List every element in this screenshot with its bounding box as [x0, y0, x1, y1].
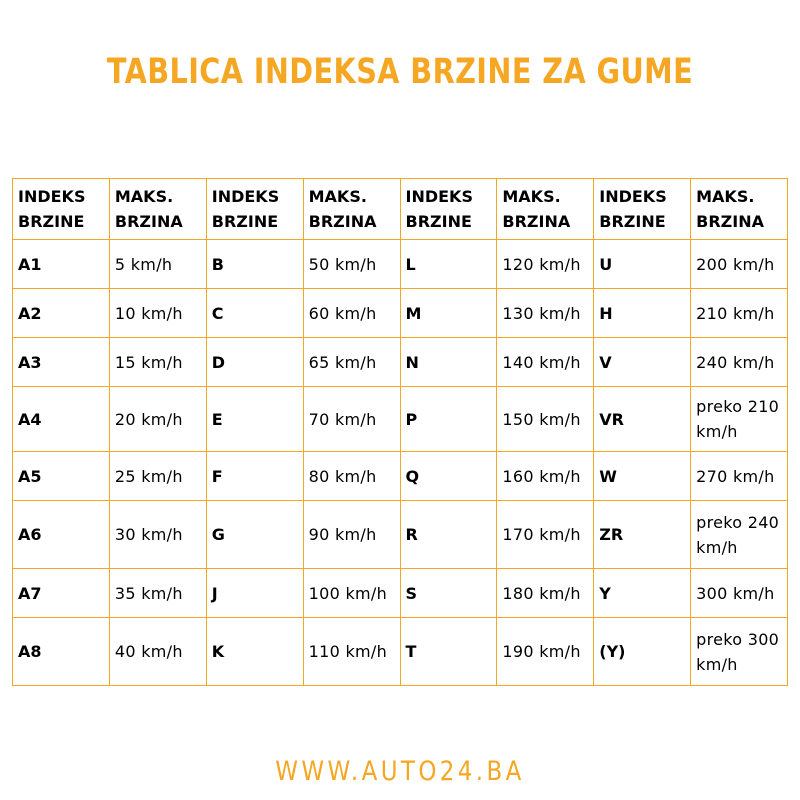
speed-index-cell: P [400, 387, 497, 452]
max-speed-cell: 120 km/h [497, 240, 594, 289]
max-speed-cell: 25 km/h [109, 452, 206, 501]
speed-index-cell: A8 [13, 618, 110, 686]
speed-index-cell: D [206, 338, 303, 387]
max-speed-cell: 70 km/h [303, 387, 400, 452]
max-speed-cell: 270 km/h [691, 452, 788, 501]
max-speed-cell: 35 km/h [109, 569, 206, 618]
speed-index-cell: N [400, 338, 497, 387]
table-row [13, 452, 788, 501]
max-speed-cell: 90 km/h [303, 501, 400, 569]
speed-index-cell: A4 [13, 387, 110, 452]
website-url: WWW.AUTO24.BA [275, 756, 525, 787]
header-max-speed: MAKS. BRZINA [691, 179, 788, 240]
speed-index-cell: R [400, 501, 497, 569]
speed-index-cell: VR [594, 387, 691, 452]
speed-index-cell: Q [400, 452, 497, 501]
speed-index-cell: V [594, 338, 691, 387]
speed-index-cell: ZR [594, 501, 691, 569]
max-speed-cell: 240 km/h [691, 338, 788, 387]
speed-index-cell: A1 [13, 240, 110, 289]
max-speed-cell: preko 240 km/h [691, 501, 788, 569]
speed-index-cell: G [206, 501, 303, 569]
max-speed-cell: 10 km/h [109, 289, 206, 338]
max-speed-cell: 20 km/h [109, 387, 206, 452]
header-max-speed: MAKS. BRZINA [109, 179, 206, 240]
max-speed-cell: 100 km/h [303, 569, 400, 618]
max-speed-cell: 140 km/h [497, 338, 594, 387]
header-max-speed: MAKS. BRZINA [497, 179, 594, 240]
header-speed-index: INDEKS BRZINE [594, 179, 691, 240]
speed-index-cell: Y [594, 569, 691, 618]
max-speed-cell: 65 km/h [303, 338, 400, 387]
speed-index-cell: M [400, 289, 497, 338]
speed-index-cell: S [400, 569, 497, 618]
table-row [13, 240, 788, 289]
max-speed-cell: 190 km/h [497, 618, 594, 686]
header-max-speed: MAKS. BRZINA [303, 179, 400, 240]
speed-index-cell: J [206, 569, 303, 618]
max-speed-cell: 60 km/h [303, 289, 400, 338]
max-speed-cell: preko 210 km/h [691, 387, 788, 452]
max-speed-cell: 200 km/h [691, 240, 788, 289]
speed-index-cell: A6 [13, 501, 110, 569]
speed-index-cell: C [206, 289, 303, 338]
speed-index-cell: W [594, 452, 691, 501]
table-row [13, 501, 788, 569]
speed-index-table [12, 178, 788, 686]
speed-index-cell: A5 [13, 452, 110, 501]
max-speed-cell: 40 km/h [109, 618, 206, 686]
speed-index-cell: A2 [13, 289, 110, 338]
max-speed-cell: 180 km/h [497, 569, 594, 618]
speed-index-cell: U [594, 240, 691, 289]
speed-index-cell: K [206, 618, 303, 686]
speed-index-cell: F [206, 452, 303, 501]
header-speed-index: INDEKS BRZINE [13, 179, 110, 240]
max-speed-cell: 110 km/h [303, 618, 400, 686]
table-row [13, 338, 788, 387]
table-header-row [13, 179, 788, 240]
max-speed-cell: 130 km/h [497, 289, 594, 338]
speed-index-cell: B [206, 240, 303, 289]
speed-index-cell: T [400, 618, 497, 686]
speed-index-cell: A3 [13, 338, 110, 387]
max-speed-cell: 160 km/h [497, 452, 594, 501]
table-row [13, 289, 788, 338]
speed-index-cell: L [400, 240, 497, 289]
speed-index-cell: (Y) [594, 618, 691, 686]
table-row [13, 569, 788, 618]
max-speed-cell: 5 km/h [109, 240, 206, 289]
table-row [13, 618, 788, 686]
header-speed-index: INDEKS BRZINE [206, 179, 303, 240]
speed-index-cell: H [594, 289, 691, 338]
max-speed-cell: 300 km/h [691, 569, 788, 618]
table-row [13, 387, 788, 452]
speed-index-cell: E [206, 387, 303, 452]
max-speed-cell: 30 km/h [109, 501, 206, 569]
max-speed-cell: 150 km/h [497, 387, 594, 452]
max-speed-cell: 170 km/h [497, 501, 594, 569]
header-speed-index: INDEKS BRZINE [400, 179, 497, 240]
max-speed-cell: 80 km/h [303, 452, 400, 501]
max-speed-cell: 50 km/h [303, 240, 400, 289]
speed-index-cell: A7 [13, 569, 110, 618]
max-speed-cell: preko 300 km/h [691, 618, 788, 686]
max-speed-cell: 210 km/h [691, 289, 788, 338]
page-title: TABLICA INDEKSA BRZINE ZA GUME [106, 52, 694, 92]
max-speed-cell: 15 km/h [109, 338, 206, 387]
